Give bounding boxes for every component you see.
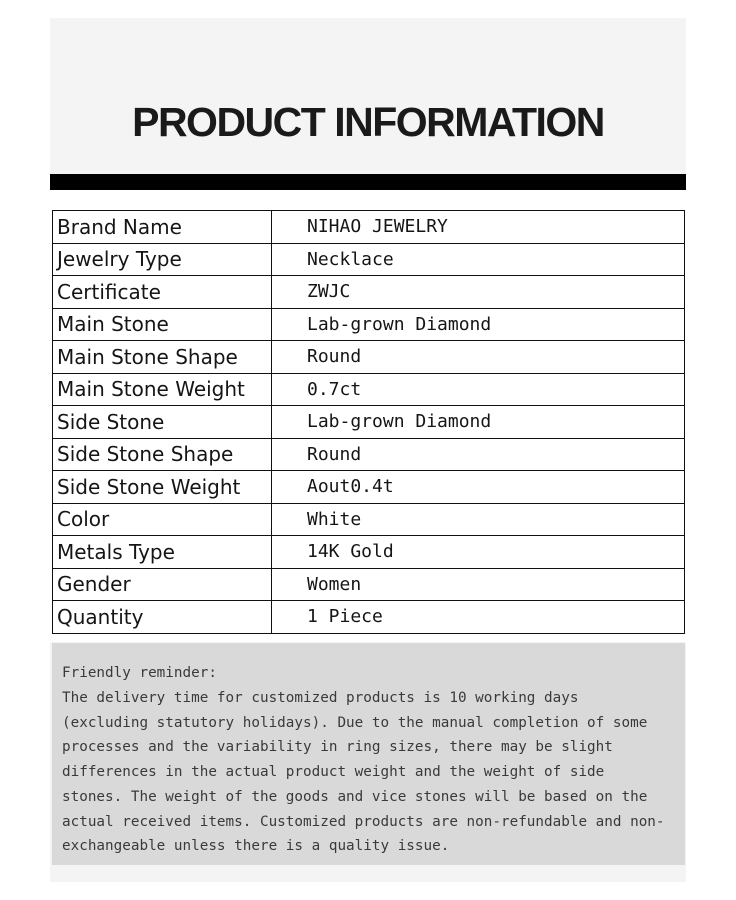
spec-label: Main Stone (53, 308, 272, 341)
spec-value: ZWJC (272, 276, 685, 309)
reminder-text: The delivery time for customized products is 10 working days (excluding statutory holidays). Due to the manual completion of some processes and the variability in ring sizes, there may be slight differences in the actual product weight and the weight of side stones. The weight of the goods and vice stones will be based on the actual received items. Customized products are non-refundable and non-exchangeable unless there is a quality issue. (62, 690, 665, 855)
spec-row (53, 406, 685, 439)
spec-value: Round (272, 341, 685, 374)
spec-value: 0.7ct (272, 373, 685, 406)
spec-label: Side Stone Weight (53, 471, 272, 504)
spec-value: 14K Gold (272, 536, 685, 569)
spec-label: Brand Name (53, 211, 272, 244)
spec-label: Quantity (53, 601, 272, 634)
spec-value: 1 Piece (272, 601, 685, 634)
spec-value: White (272, 503, 685, 536)
spec-label: Gender (53, 568, 272, 601)
reminder-heading: Friendly reminder: (62, 665, 217, 681)
spec-label: Side Stone Shape (53, 438, 272, 471)
spec-label: Jewelry Type (53, 243, 272, 276)
spec-value: NIHAO JEWELRY (272, 211, 685, 244)
friendly-reminder-box (52, 643, 685, 865)
spec-row (53, 341, 685, 374)
spec-label: Main Stone Shape (53, 341, 272, 374)
spec-value: Round (272, 438, 685, 471)
spec-label: Main Stone Weight (53, 373, 272, 406)
spec-value: Women (272, 568, 685, 601)
spec-label: Certificate (53, 276, 272, 309)
spec-value: Lab-grown Diamond (272, 406, 685, 439)
product-spec-table (52, 210, 685, 634)
spec-row (53, 211, 685, 244)
spec-row (53, 536, 685, 569)
spec-label: Color (53, 503, 272, 536)
spec-label: Metals Type (53, 536, 272, 569)
spec-value: Lab-grown Diamond (272, 308, 685, 341)
spec-row (53, 438, 685, 471)
spec-row (53, 373, 685, 406)
spec-row (53, 471, 685, 504)
title-band (50, 18, 686, 174)
spec-value: Necklace (272, 243, 685, 276)
spec-row (53, 601, 685, 634)
spec-label: Side Stone (53, 406, 272, 439)
spec-row (53, 503, 685, 536)
spec-table-body (53, 211, 685, 634)
spec-row (53, 308, 685, 341)
spec-row (53, 568, 685, 601)
title-divider-bar (50, 174, 686, 190)
spec-row (53, 276, 685, 309)
spec-row (53, 243, 685, 276)
spec-value: Aout0.4t (272, 471, 685, 504)
page-title: PRODUCT INFORMATION (132, 99, 604, 145)
